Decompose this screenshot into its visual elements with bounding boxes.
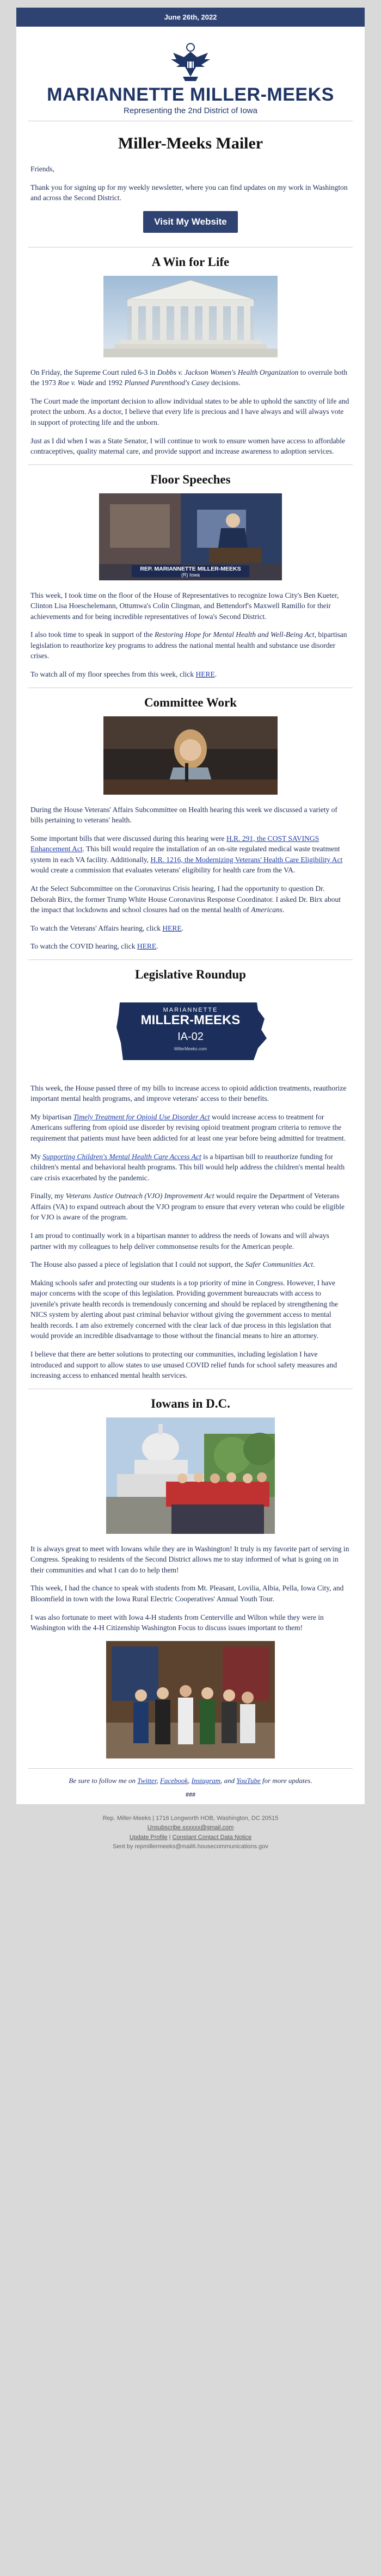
section-heading: A Win for Life (151, 255, 230, 269)
committee-paragraph-1: During the House Veterans' Affairs Subcommittee on Health hearing this week we discussed a variety of bills pertaining to veterans' health. (30, 805, 337, 825)
constant-contact-notice-link[interactable]: Constant Contact Data Notice (172, 1834, 252, 1841)
update-profile-link[interactable]: Update Profile (129, 1834, 168, 1841)
intro-section (16, 134, 365, 233)
roundup-paragraph-2: My bipartisan Timely Treatment for Opioid Use Disorder Act would increase access to treatment for Americans suffering from opioid use disorder by revising opioid treatment program criteria to remove the requirement that patients must have been addicted for at least one year before being admitted for treatment. (30, 1112, 346, 1142)
logo-first-name: MARIANNETTE (163, 1006, 218, 1013)
supreme-court-photo (103, 276, 278, 357)
brand-subtitle: Representing the 2nd District of Iowa (124, 106, 257, 115)
hr-1216-link[interactable]: H.R. 1216, the Modernizing Veterans' Health Care Eligibility Act (150, 855, 343, 864)
committee-paragraph-2: Some important bills that were discussed during this hearing were H.R. 291, the COST SAVINGS Enhancement Act. This bill would require the installation of an on-site regulated medical waste treatment system in each VA facility. Additionally, H.R. 1216, the Modernizing Veterans' Health Care Eligibility Act would create a commission that evaluates veterans' eligibility for health care from the VA. (30, 834, 343, 875)
floor-speeches-section (16, 473, 365, 680)
twitter-link[interactable]: Twitter (137, 1776, 157, 1785)
caption-name: REP. MARIANNETTE MILLER-MEEKS (140, 565, 241, 572)
committee-paragraph-4: To watch the Veterans' Affairs hearing, click HERE. (30, 924, 184, 932)
iowans-paragraph-3: I was also fortunate to meet with Iowa 4-H students from Centerville and Wilton while they were in Washington with the 4-H Citizenship Washington Focus to discuss issues important to them! (30, 1613, 324, 1632)
footer-sent-by: Sent by repmillermeeks@mail6.housecommunications.gov (113, 1843, 268, 1850)
logo-url: MillerMeeks.com (174, 1046, 207, 1052)
committee-hearing-photo (103, 716, 278, 795)
intro-text: Thank you for signing up for my weekly newsletter, where you can find updates on my work in Washington and across the Second District. (30, 183, 348, 202)
floor-photo-caption (99, 566, 282, 578)
section-heading: Floor Speeches (150, 472, 231, 486)
childrens-mental-health-act-link[interactable]: Supporting Children's Mental Health Care Access Act (42, 1152, 201, 1161)
iowans-paragraph-2: This week, I had the chance to speak with students from Mt. Pleasant, Lovilia, Albia, Pella, Iowa City, and Bloomfield in town with the Iowa Rural Electric Cooperatives' Annual Youth Tour. (30, 1584, 344, 1603)
floor-paragraph-2: I also took time to speak in support of the Restoring Hope for Mental Health and Well-Being Act, bipartisan legislation to reauthorize key programs to address the national mental health and substance use disorder crises. (30, 630, 347, 660)
roundup-paragraph-8: I believe that there are better solutions to protecting our communities, including legislation I have introduced and support to allow states to use unused COVID relief funds for school safety measures and increasing access to enhanced mental health services. (30, 1350, 337, 1380)
mailer-title: Miller-Meeks Mailer (118, 134, 263, 152)
facebook-link[interactable]: Facebook (159, 1776, 188, 1785)
date-bar: June 26th, 2022 (16, 8, 365, 27)
brand-name (27, 85, 354, 104)
section-heading: Committee Work (144, 695, 237, 709)
brand-last-name: MILLER-MEEKS (190, 84, 334, 105)
youtube-link[interactable]: YouTube (236, 1776, 261, 1785)
4h-students-photo (106, 1641, 275, 1758)
win-paragraph-3: Just as I did when I was a State Senator, I will continue to work to ensure women have access to affordable contraceptives, quality maternal care, and provide support and increase awareness to adoption services. (30, 436, 346, 456)
committee-work-section (16, 696, 365, 952)
visit-website-button[interactable]: Visit My Website (143, 211, 238, 233)
roundup-paragraph-3: My Supporting Children's Mental Health Care Access Act is a bipartisan bill to reauthorize funding for children's mental and behavioral health programs. This bill would help address the children's mental health care crisis exacerbated by the pandemic. (30, 1152, 345, 1182)
divider (28, 959, 353, 960)
button-wrap (30, 211, 351, 233)
newsletter-card (16, 8, 365, 1804)
roundup-paragraph-6: The House also passed a piece of legislation that I could not support, the Safer Communities Act. (30, 1260, 315, 1269)
roundup-paragraph-4: Finally, my Veterans Justice Outreach (VJO) Improvement Act would require the Department of Veterans Affairs (VA) to expand outreach about the VJO program to ensure that every veteran who could be eligible for VJO is aware of the program. (30, 1192, 345, 1222)
win-paragraph-1: On Friday, the Supreme Court ruled 6-3 in Dobbs v. Jackson Women's Health Organization to overrule both the 1973 Roe v. Wade and 1992 Planned Parenthood's Casey decisions. (30, 368, 347, 387)
section-heading: Iowans in D.C. (151, 1396, 230, 1410)
win-paragraph-2: The Court made the important decision to allow individual states to be able to uphold the sanctity of life and protect the unborn. As a doctor, I believe that every life is precious and I have always and will always vote in support of protecting life and the unborn. (30, 397, 349, 426)
iowans-paragraph-1: It is always great to meet with Iowans while they are in Washington! It truly is my favorite part of serving in Congress. Speaking to residents of the Second District allows me to stay informed of what is going on in their communities and what I can do to help them! (30, 1544, 349, 1574)
social-follow: Be sure to follow me on Twitter, Facebook, Instagram, and YouTube for more updates. (69, 1776, 312, 1785)
iowa-district-logo (103, 988, 278, 1073)
committee-paragraph-5: To watch the COVID hearing, click HERE. (30, 942, 158, 951)
floor-paragraph-3: To watch all of my floor speeches from this week, click HERE. (30, 670, 217, 678)
instagram-link[interactable]: Instagram (191, 1776, 221, 1785)
caption-party: (R) Iowa (181, 572, 200, 578)
floor-speeches-link[interactable]: HERE (195, 670, 215, 678)
greeting: Friends, (30, 165, 54, 173)
end-mark: ### (186, 1790, 195, 1798)
footer-address: Rep. Miller-Meeks | 1716 Longworth HOB, Washington, DC 20515 (102, 1815, 279, 1822)
iowans-in-dc-section (16, 1397, 365, 1758)
brand-first-name: MARIANNETTE (47, 84, 185, 105)
logo-last-name: MILLER-MEEKS (140, 1012, 241, 1027)
section-heading: Legislative Roundup (135, 967, 246, 981)
footer-unsubscribe (0, 1823, 381, 1833)
roundup-paragraph-1: This week, the House passed three of my bills to increase access to opioid addiction treatments, reauthorize important mental health programs, and improve veterans' access to their benefits. (30, 1083, 347, 1103)
committee-paragraph-3: At the Select Subcommittee on the Coronavirus Crisis hearing, I had the opportunity to question Dr. Deborah Birx, the former Trump White House Coronavirus Response Coordinator. I asked Dr. Birx about the impact that lockdowns and school closures had on the mental health of Americans. (30, 884, 341, 914)
veterans-hearing-link[interactable]: HERE (162, 924, 182, 932)
email-footer (0, 1804, 381, 1852)
opioid-act-link[interactable]: Timely Treatment for Opioid Use Disorder Act (73, 1112, 210, 1121)
roundup-paragraph-7: Making schools safer and protecting our students is a top priority of mine in Congress. However, I have major concerns with the scope of this legislation. Providing government bureaucrats with access to juvenile's private health records is tremendously concerning and should be replaced by strengthening the NICS system by alerting about past criminal behavior without giving the government access to mental health records. I am also extremely concerned with the clear lack of due process in this legislation that would provide an incredible disadvantage to those without the financial means to hire an attorney. (30, 1278, 339, 1340)
roundup-paragraph-5: I am proud to continually work in a bipartisan manner to address the needs of Iowans and will always partner with my colleagues to help deliver commonsense results for the American people. (30, 1231, 329, 1250)
floor-paragraph-1: This week, I took time on the floor of the House of Representatives to recognize Iowa City's Ben Kueter, Clinton Lisa Hoeschelemann, Ottumwa's Colin Clingman, and Bettendorf's Maxwell Ramillo for their achievements and for being incredible representatives of Iowa's Second District. (30, 591, 339, 621)
capitol-students-photo (106, 1417, 275, 1534)
legislative-roundup-section (16, 968, 365, 1381)
win-for-life-section (16, 255, 365, 457)
unsubscribe-link[interactable]: Unsubscribe xxxxxx@gmail.com (147, 1824, 234, 1831)
floor-speech-photo (99, 493, 282, 580)
covid-hearing-link[interactable]: HERE (137, 942, 157, 951)
iowa-logo-text (103, 1007, 278, 1051)
logo-district: IA-02 (177, 1031, 204, 1043)
hr-291-link[interactable]: H.R. 291, the COST SAVINGS Enhancement Act (30, 834, 319, 853)
footer-links: Update Profile | Constant Contact Data Notice (129, 1834, 252, 1841)
masthead (16, 27, 365, 121)
eagle-seal-icon (168, 41, 213, 83)
